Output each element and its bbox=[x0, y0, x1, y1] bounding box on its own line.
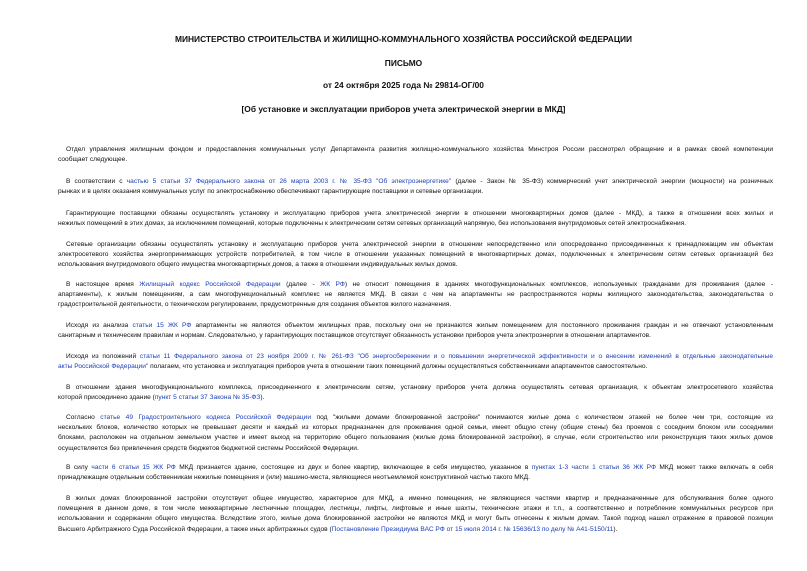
paragraph-line: использования внутридомового общего имущества многоквартирных домов, а также в отношении индивидуальных жилых домов. bbox=[58, 261, 458, 269]
paragraph-line: блоками, расположен на отдельном земельном участке и имеет выход на территорию общего пользования (жилые дома блокированной застройки), в случае, если строительство или реконструкция таких жилых домов bbox=[58, 434, 773, 442]
law-link-261fz-art11[interactable]: статьи 11 Федерального закона от 23 ноября 2009 г. № 261-ФЗ "Об энергосбережении и о повышении энергетической эффективности и о внесении изменений в отдельные законодательные bbox=[139, 353, 773, 360]
paragraph-line: В силу части 6 статьи 15 ЖК РФ МКД признается здание, состоящее из двух и более квартир, включающее в себя имущество, указанное в пунктах 1-3 части 1 статьи 36 ЖК РФ МКД может также включать в себя bbox=[66, 464, 773, 471]
law-link-261fz-cont[interactable]: акты Российской Федерации" bbox=[58, 363, 149, 371]
law-link-35fz-art37[interactable]: частью 5 статьи 37 Федерального закона от 26 марта 2003 г. № 35-ФЗ "Об электроэнергетике" bbox=[126, 178, 452, 185]
paragraph-line: которой присоединено здание (пункт 5 статьи 37 Закона № 35-ФЗ). bbox=[58, 394, 265, 402]
paragraph-line: Исходя из анализа статьи 15 ЖК РФ апартаменты не являются объектом жилищных прав, поскольку они не признаются жилым помещением для постоянного проживания граждан и не отвечают установленным bbox=[66, 322, 773, 329]
document-type: ПИСЬМО bbox=[384, 58, 423, 68]
paragraph-6 bbox=[58, 321, 773, 341]
paragraph-10 bbox=[58, 463, 773, 483]
paragraph-line: В отношении здания многофункционального комплекса, присоединенного к электрическим сетям, установку приборов учета должна осуществлять сетевая организация, к объектам электросетевого хозяйства bbox=[66, 384, 773, 391]
paragraph-line: рынках и в целях оказания коммунальных услуг по электроснабжению обеспечивают гарантирующие поставщики и сетевые организации. bbox=[58, 188, 484, 196]
ministry-heading: МИНИСТЕРСТВО СТРОИТЕЛЬСТВА И ЖИЛИЩНО-КОММУНАЛЬНОГО ХОЗЯЙСТВА РОССИЙСКОЙ ФЕДЕРАЦИИ bbox=[175, 34, 632, 44]
paragraph-line: Высшего Арбитражного Суда Российской Федерации, а также иных арбитражных судов (Постановление Президиума ВАС РФ от 15 июля 2014 г. № 15636/13 по делу № А41-5150/11). bbox=[58, 525, 618, 533]
law-link-zhk-rf[interactable]: ЖК РФ bbox=[320, 281, 345, 288]
paragraph-line: акты Российской Федерации" полагаем, что установка и эксплуатация приборов учета в отношении таких помещений должны осуществляться собственниками апартаментов самостоятельно. bbox=[58, 363, 648, 371]
law-link-grk-art49[interactable]: статье 49 Градостроительного кодекса Российской Федерации bbox=[100, 414, 312, 421]
paragraph-3 bbox=[58, 209, 773, 229]
paragraph-line: использовании и содержании общего имущества. Вследствие этого, жилые дома блокированной застройки не являются МКД и могут быть отнесены к жилым домам. Такой подход нашел отражение в правовой позиции bbox=[58, 515, 773, 523]
paragraph-7 bbox=[58, 352, 773, 372]
law-link-zhk-art15-p6[interactable]: части 6 статьи 15 ЖК РФ bbox=[91, 464, 176, 471]
paragraph-line: помещения в данном доме, в том числе межквартирные лестничные площадки, лестницы, лифты, лифтовые и иные шахты, технические этажи и т.п., а соответственно и потребление коммунальных ресурсов при bbox=[58, 505, 773, 513]
paragraph-line: Отдел управления жилищным фондом и предоставления коммунальных услуг Департамента развития жилищно-коммунального хозяйства Минстроя России рассмотрел обращение и в рамках своей компетенции bbox=[66, 146, 773, 153]
law-link-zhk-art15[interactable]: статьи 15 ЖК РФ bbox=[132, 322, 192, 329]
paragraph-11 bbox=[58, 494, 773, 535]
law-link-35fz-p5[interactable]: пункт 5 статьи 37 Закона № 35-ФЗ bbox=[154, 394, 261, 402]
paragraph-4 bbox=[58, 240, 773, 271]
document-date-number: от 24 октября 2025 года № 29814-ОГ/00 bbox=[323, 80, 484, 90]
court-ruling-link[interactable]: Постановление Президиума ВАС РФ от 15 июля 2014 г. № 15636/13 по делу № А41-5150/11 bbox=[331, 525, 614, 533]
law-link-zhk-art36[interactable]: пунктах 1-3 части 1 статьи 36 ЖК РФ bbox=[531, 464, 656, 471]
paragraph-line: В соответствии с частью 5 статьи 37 Федерального закона от 26 марта 2003 г. № 35-ФЗ "Об электроэнергетике" (далее - Закон № 35-ФЗ) коммерческий учет электрической энергии (мощности) на розничных bbox=[66, 178, 773, 185]
paragraph-line: Исходя из положений статьи 11 Федерального закона от 23 ноября 2009 г. № 261-ФЗ "Об энергосбережении и о повышении энергетической эффективности и о внесении изменений в отдельные законодательные bbox=[66, 353, 773, 360]
paragraph-line: сообщает следующее. bbox=[58, 156, 128, 164]
law-link-housing-code[interactable]: Жилищный кодекс Российской Федерации bbox=[139, 281, 281, 288]
paragraph-line: Сетевые организации обязаны осуществлять установку и эксплуатацию приборов учета электрической энергии в отношении непосредственно или опосредованно присоединенных к принадлежащим им объектам bbox=[66, 241, 773, 248]
paragraph-2 bbox=[58, 177, 773, 197]
paragraph-line: В жилых домах блокированной застройки отсутствует общее имущество, характерное для МКД, а именно помещения, не являющиеся частями квартир и предназначенные для обслуживания более одного bbox=[66, 495, 773, 502]
paragraph-line: Гарантирующие поставщики обязаны осуществлять установку и эксплуатацию приборов учета электрической энергии в отношении многоквартирных домов (далее - МКД), а также в отношении всех жилых и bbox=[66, 210, 773, 217]
paragraph-line: электросетевого хозяйства энергопринимающих устройств потребителей, в том числе в отношении указанных помещений в многоквартирных домах, подключенных к электрическим сетям сетевых организаций без bbox=[58, 251, 773, 259]
paragraph-line: апартаменты), к жилым помещениям, а сам многофункциональный комплекс не является МКД. В связи с чем на апартаменты не распространяются нормы жилищного законодательства, законодательства о bbox=[58, 291, 773, 299]
paragraph-line: градостроительной деятельности, о техническом регулировании, предусмотренные для создания объектов жилого назначения. bbox=[58, 301, 452, 309]
paragraph-9 bbox=[58, 413, 773, 454]
paragraph-line: принадлежащие отдельным собственникам нежилые помещения и (или) машино-места, являющиеся неотъемлемой конструктивной частью такого МКД. bbox=[58, 474, 530, 482]
paragraph-line: Согласно статье 49 Градостроительного кодекса Российской Федерации под "жилыми домами блокированной застройки" понимаются жилые дома с количеством этажей не более чем три, состоящие из bbox=[66, 414, 773, 421]
paragraph-line: осуществляется без привлечения средств бюджетов бюджетной системы Российской Федерации. bbox=[58, 444, 359, 452]
paragraph-8 bbox=[58, 383, 773, 403]
document-subject: [Об установке и эксплуатации приборов учета электрической энергии в МКД] bbox=[241, 104, 566, 114]
paragraph-1 bbox=[58, 145, 773, 165]
paragraph-5 bbox=[58, 280, 773, 311]
paragraph-line: нежилых помещений в этих домах, за исключением помещений, которые подключены к электрическим сетям сетевых организаций напрямую, без использования внутридомовых сетей электроснабжения. bbox=[58, 220, 687, 228]
paragraph-line: нескольких блоков, количество которых не превышает десяти и каждый из которых предназначен для проживания одной семьи, имеет общую стену (общие стены) без проемов с соседним блоком или соседними bbox=[58, 424, 773, 432]
paragraph-line: В настоящее время Жилищный кодекс Российской Федерации (далее - ЖК РФ) не относит помещения в зданиях многофункциональных комплексов, используемых гражданами для проживания (далее - bbox=[66, 281, 773, 288]
paragraph-line: санитарным и техническим правилам и нормам. Следовательно, у гарантирующих поставщиков отсутствует обязанность установки приборов учета электроэнергии в отношении апартаментов. bbox=[58, 332, 651, 340]
